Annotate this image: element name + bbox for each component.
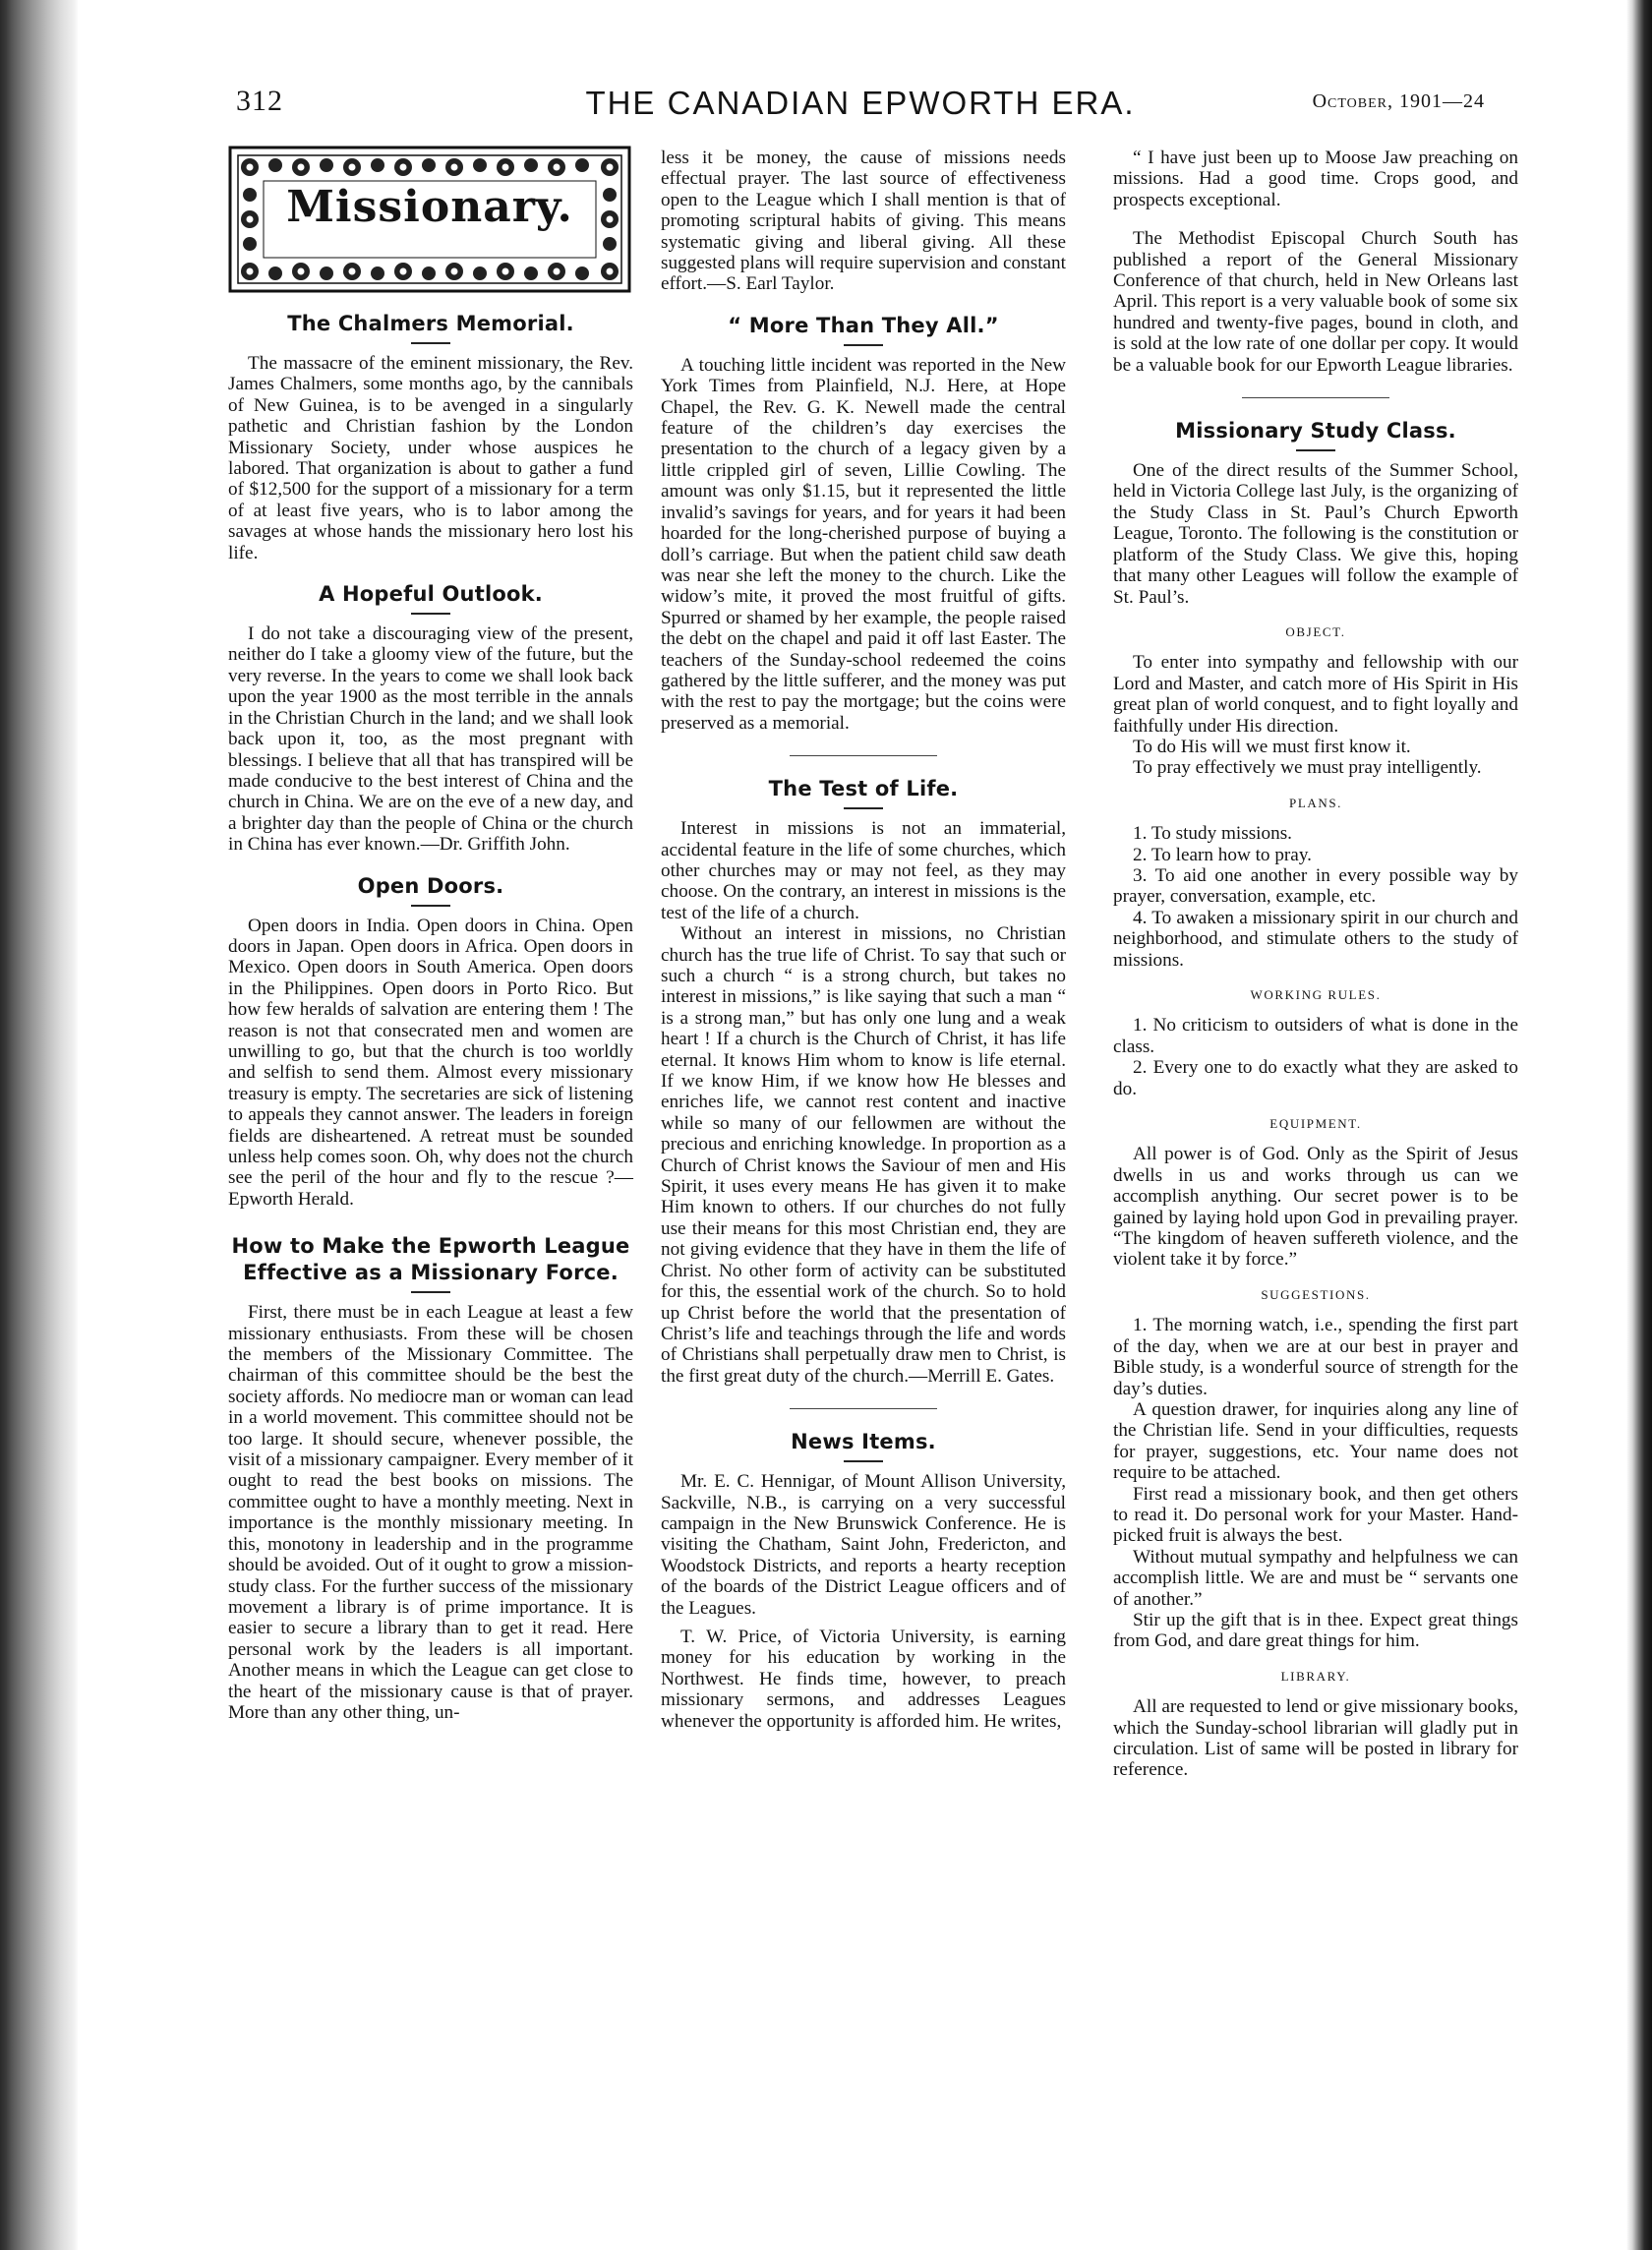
page-number: 312 [236, 85, 283, 117]
article-title: News Items. [791, 1430, 936, 1454]
article-paragraph: To enter into sympathy and fellowship with our Lord and Master, and catch more of His Spirit in His great plan of world conquest, and to fight loyally and faithfully under His direction. [1113, 652, 1518, 737]
list-item: 1. No criticism to outsiders of what is done in the class. [1113, 1015, 1518, 1057]
list-item: 1. To study missions. [1133, 823, 1292, 845]
article-title: Missionary Study Class. [1175, 419, 1456, 444]
article-title-line-1: How to Make the Epworth League [231, 1234, 630, 1259]
article-paragraph: To pray effectively we must pray intelligently. [1133, 757, 1482, 779]
article-paragraph: Without an interest in missions, no Christian church has the true life of Christ. To say that such or such a church “ is a strong church, but takes no interest in missions,” is like saying that such a man “ is a strong man,” but has only one lung and a weak heart ! If a church is the Church of Christ, it has life eternal. It knows Him whom to know is life eternal. If we know Him, if we know how He blesses and enriches life, we cannot rest content and inactive while so many of our fellowmen are without the precious and enriching knowledge. In proportion as a Church of Christ knows the Saviour of men and His Spirit, it uses every means He has given it to make Him known to others. If our churches do not fully use their means for this most Christian end, they are not giving evidence that they have in them the life of Christ. No other form of activity can be substituted for this, the essential work of the church. So to hold up Christ before the world that the presentation of Christ’s life and teachings through the life and words of Christians shall perpetually draw men to Christ, is the first great duty of the church.—Merrill E. Gates. [661, 923, 1066, 1387]
column-right [1113, 148, 1518, 1781]
article-title-line-2: Effective as a Missionary Force. [243, 1261, 619, 1285]
article-paragraph: Open doors in India. Open doors in China. Open doors in Japan. Open doors in Africa. Open doors in Mexico. Open doors in South America. Open doors in the Philippines. Open doors in Porto Rico. But how few heralds of salvation are entering them ! The reason is not that consecrated men and women are unwilling to go, but that the church is too worldly and selfish to send them. Almost every missionary treasury is empty. The secretaries are sick of listening to appeals they cannot answer. The leaders in foreign fields are disheartened. A retreat must be sounded unless help comes soon. Oh, why does not the church see the peril of the hour and fly to the rescue ?—Epworth Herald. [228, 915, 633, 1210]
title-rule [844, 807, 883, 809]
title-rule [411, 342, 450, 344]
column-middle [661, 148, 1066, 1732]
article-title: A Hopeful Outlook. [319, 582, 543, 607]
list-item: 3. To aid one another in every possible way by prayer, conversation, example, etc. [1113, 864, 1518, 908]
section-divider [790, 1408, 937, 1409]
subheading-object: OBJECT. [1285, 623, 1346, 639]
article-title: “ More Than They All.” [728, 313, 999, 337]
list-item: 1. The morning watch, i.e., spending the first part of the day, when we are at our best in prayer and Bible study, is a wonderful source of strength for the day’s duties. [1113, 1315, 1518, 1399]
title-rule [411, 905, 450, 907]
title-rule [1296, 449, 1335, 451]
subheading-library: LIBRARY. [1280, 1668, 1351, 1684]
list-item: 4. To awaken a missionary spirit in our church and neighborhood, and stimulate others to the study of missions. [1113, 907, 1518, 971]
list-item: Without mutual sympathy and helpfulness we can accomplish little. We are and must be “ servants one of another.” [1113, 1546, 1518, 1610]
issue-date: October, 1901—24 [1312, 90, 1485, 112]
article-paragraph: To do His will we must first know it. [1133, 736, 1411, 757]
column-left [228, 146, 633, 1723]
article-paragraph: T. W. Price, of Victoria University, is earning money for his education by working in the Northwest. He finds time, however, to preach missionary sermons, and addresses Leagues whenever the opportunity is afforded him. He writes, [661, 1626, 1066, 1732]
list-item: 2. To learn how to pray. [1133, 844, 1312, 865]
article-paragraph: All power is of God. Only as the Spirit of Jesus dwells in us and works through us can we accomplish anything. Our secret power is to be gained by laying hold upon God in prevailing prayer. “The kingdom of heaven suffereth violence, and the violent take it by force.” [1113, 1144, 1518, 1271]
title-rule [411, 613, 450, 615]
article-paragraph: less it be money, the cause of missions needs effectual prayer. The last source of effectiveness open to the League which I shall mention is that of promoting scriptural habits of giving. This means systematic giving and liberal giving. All these suggested plans will require supervision and constant effort.—S. Earl Taylor. [661, 148, 1066, 295]
article-paragraph: A touching little incident was reported in the New York Times from Plainfield, N.J. Here, at Hope Chapel, the Rev. G. K. Newell made the central feature of the children’s day exercises the presentation to the church of a legacy given by a little crippled girl of seven, Lillie Cowling. The amount was only $1.15, but it represented the little invalid’s savings for years, and for years it had been hoarded for the long-cherished purpose of buying a doll’s carriage. But when the patient child saw death was near she left the money to the church. Like the widow’s mite, it proved the most fruitful of gifts. Spurred or shamed by her example, the people raised the debt on the chapel and paid it off last Easter. The teachers of the Sunday-school redeemed the coins gathered by the little sufferer, and the money was put with the rest to pay the mortgage; but the coins were preserved as a memorial. [661, 354, 1066, 734]
subheading-working-rules: WORKING RULES. [1250, 987, 1382, 1002]
list-item: A question drawer, for inquiries along any line of the Christian life. Send in your difficulties, requests for prayer, suggestions, etc. Your name does not require to be attached. [1113, 1398, 1518, 1484]
article-title: The Test of Life. [768, 777, 959, 801]
article-paragraph: “ I have just been up to Moose Jaw preaching on missions. Had a good time. Crops good, and prospects exceptional. [1113, 148, 1518, 210]
list-item: Stir up the gift that is in thee. Expect great things from God, and dare great things for him. [1113, 1609, 1518, 1652]
article-paragraph: The massacre of the eminent missionary, the Rev. James Chalmers, some months ago, by the cannibals of New Guinea, is to be avenged in a singularly pathetic and Christian fashion by the London Missionary Society, under whose auspices he labored. That organization is about to gather a fund of $12,500 for the support of a missionary for a term of at least five years, who is to labor among the savages at whose hands the missionary hero lost his life. [228, 353, 633, 563]
article-paragraph: Mr. E. C. Hennigar, of Mount Allison University, Sackville, N.B., is carrying on a very successful campaign in the New Brunswick Conference. He is visiting the Chatham, Saint John, Fredericton, and Woodstock Districts, and reports a hearty reception of the boards of the District League officers and of the Leagues. [661, 1471, 1066, 1619]
article-paragraph: I do not take a discouraging view of the present, neither do I take a gloomy view of the future, but the very reverse. In the years to come we shall look back upon the year 1900 as the most terrible in the annals in the Christian Church in the land; and we shall look back upon it, too, as the most pregnant with blessings. I believe that all that has transpired will be made conducive to the best interest of China and the church in China. We are on the eve of a new day, and a brighter day than the people of China or the church in China has ever known.—Dr. Griffith John. [228, 623, 633, 856]
article-title: The Chalmers Memorial. [287, 312, 574, 335]
title-rule [844, 344, 883, 346]
missionary-banner [228, 146, 631, 293]
subheading-equipment: EQUIPMENT. [1269, 1116, 1362, 1132]
article-paragraph: All are requested to lend or give missionary books, which the Sunday-school librarian will gladly put in circulation. List of same will be posted in library for reference. [1113, 1696, 1518, 1781]
article-paragraph: One of the direct results of the Summer School, held in Victoria College last July, is the organizing of the Study Class in St. Paul’s Church Epworth League, Toronto. The following is the constitution or platform of the Study Class. We give this, hoping that many other Leagues will follow the example of St. Paul’s. [1113, 460, 1518, 608]
article-paragraph: Interest in missions is not an immaterial, accidental feature in the life of some churches, which other churches may or may not feel, as they may choose. On the contrary, an interest in missions is the test of the life of a church. [661, 818, 1066, 923]
article-paragraph: First, there must be in each League at least a few missionary enthusiasts. From these will be chosen the members of the Missionary Committee. The chairman of this committee should be the best the society affords. No mediocre man or woman can lead in a world movement. This committee should not be too large. It should secure, whenever possible, the visit of a missionary campaigner. Every member of it ought to read the best books on missions. The committee ought to have a monthly meeting. Next in importance is the monthly missionary meeting. In this, monotony in leadership and in the programme should be avoided. Out of it ought to grow a mission-study class. For the further success of the missionary movement a library is of prime importance. It is easier to secure a library than to get it read. Here personal work by the leaders is all important. Another means in which the League can get close to the heart of the missionary cause is that of prayer. More than any other thing, un- [228, 1302, 633, 1723]
list-item: 2. Every one to do exactly what they are asked to do. [1113, 1057, 1518, 1099]
subheading-plans: PLANS. [1288, 795, 1343, 810]
subheading-suggestions: SUGGESTIONS. [1261, 1286, 1371, 1302]
title-rule [844, 1460, 883, 1462]
article-title: Open Doors. [357, 873, 504, 898]
page-header [236, 85, 1485, 124]
section-divider [790, 755, 937, 756]
book-binding-left [0, 0, 79, 2250]
section-banner-title: Missionary. [286, 182, 573, 232]
list-item: First read a missionary book, and then get others to read it. Do personal work for your Master. Hand-picked fruit is always the best. [1113, 1483, 1518, 1547]
section-divider [1242, 397, 1389, 398]
article-paragraph: The Methodist Episcopal Church South has published a report of the General Missionary Conference of that church, held in New Orleans last April. This report is a very valuable book of some six hundred and twenty-five pages, bound in cloth, and is sold at the low rate of one dollar per copy. It would be a valuable book for our Epworth League libraries. [1113, 228, 1518, 376]
journal-title: THE CANADIAN EPWORTH ERA. [585, 85, 1136, 121]
title-rule [411, 1291, 450, 1293]
book-binding-right [1626, 0, 1652, 2250]
